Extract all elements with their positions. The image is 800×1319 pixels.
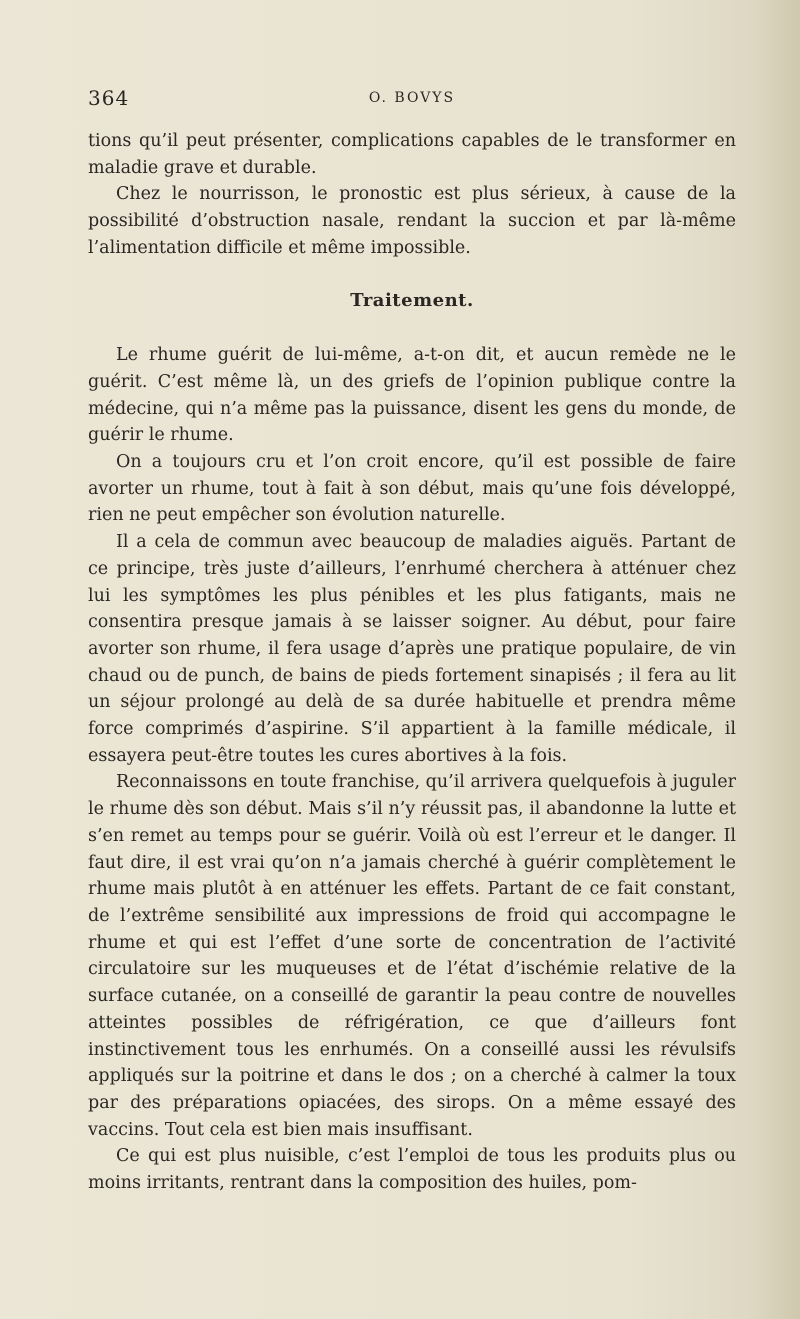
paragraph: On a toujours cru et l’on croit encore, qu’il est possible de faire avorter un rhume, tout à fait à son début, mais qu’une fois développé, rien ne peut empêcher son évolution naturelle. — [88, 452, 736, 526]
page-number: 364 — [88, 86, 130, 110]
paragraph: Il a cela de commun avec beaucoup de maladies aiguës. Partant de ce principe, très juste d’ailleurs, l’enrhumé cherchera à atténuer chez lui les symptômes les plus pénibles et les plus fatigants, mais ne consentira presque jamais à se laisser soigner. Au début, pour faire avorter son rhume, il fera usage d’après une pratique populaire, de vin chaud ou de punch, de bains de pieds fortement sinapisés ; il fera au lit un séjour prolongé au delà de sa durée habituelle et prendra même force comprimés d’aspirine. S’il appartient à la famille médicale, il essayera peut-être toutes les cures abortives à la fois. — [88, 532, 736, 766]
paragraph-continuation: tions qu’il peut présenter, complications capables de le transformer en maladie grave et durable. — [88, 131, 736, 178]
section-title: Traitement. — [350, 289, 474, 311]
paragraph: Reconnaissons en toute franchise, qu’il arrivera quelquefois à juguler le rhume dès son début. Mais s’il n’y réussit pas, il abandonne la lutte et s’en remet au temps pour se guérir. Voilà où est l’erreur et le danger. Il faut dire, il est vrai qu’on n’a jamais cherché à guérir complètement le rhume mais plutôt à en atténuer les effets. Partant de ce fait constant, de l’extrême sensibilité aux impressions de froid qui accompagne le rhume et qui est l’effet d’une sorte de concentration de l’activité circulatoire sur les muqueuses et de l’état d’ischémie relative de la surface cutanée, on a conseillé de garantir la peau contre de nouvelles atteintes possibles de réfrigération, ce que d’ailleurs font instinctivement tous les enrhumés. On a conseillé aussi les révulsifs appliqués sur la poitrine et dans le dos ; on a cherché à calmer la toux par des préparations opiacées, des sirops. On a même essayé des vaccins. Tout cela est bien mais insuffisant. — [88, 772, 736, 1140]
page-header — [88, 86, 736, 112]
body-text — [88, 128, 736, 1197]
running-head: O. BOVYS — [368, 90, 456, 106]
paragraph: Ce qui est plus nuisible, c’est l’emploi de tous les produits plus ou moins irritants, rentrant dans la composition des huiles, pom- — [88, 1146, 736, 1194]
paragraph: Le rhume guérit de lui-même, a-t-on dit, et aucun remède ne le guérit. C’est même là, un des griefs de l’opinion publique contre la médecine, qui n’a même pas la puissance, disent les gens du monde, de guérir le rhume. — [88, 345, 736, 446]
paragraph: Chez le nourrisson, le pronostic est plus sérieux, à cause de la possibilité d’obstruction nasale, rendant la succion et par là-même l’alimentation difficile et même impossible. — [88, 184, 736, 258]
